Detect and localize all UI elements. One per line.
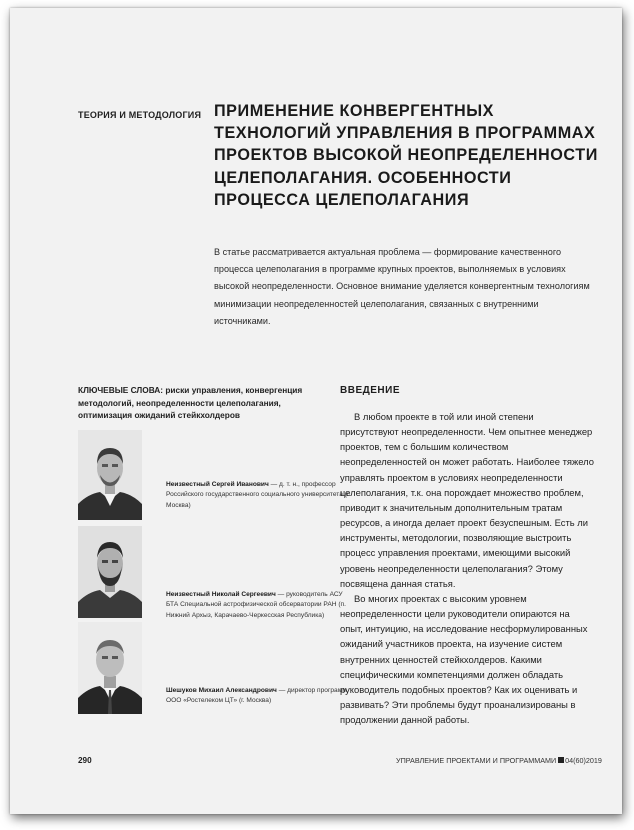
introduction-paragraph-1: В любом проекте в той или иной степени присутствуют неопределенности. Чем опытнее менеджер проектов, тем с большим количеством неопределенностей он может работать. Наиболее тяжело управлять проектом в условиях неопределенности целеполагания, т.к. она порождает множество проблем, приводит к значительным дополнительным тратам ресурсов, а иногда делает проект безуспешным. Есть ли инструменты, методологии, позволяющие выстроить процесс управления проектами, имеющими высокий уровень неопределенности целеполагания? Этому посвящена данная статья. (340, 411, 594, 589)
article-title: ПРИМЕНЕНИЕ КОНВЕРГЕНТНЫХ ТЕХНОЛОГИЙ УПРАВЛЕНИЯ В ПРОГРАММАХ ПРОЕКТОВ ВЫСОКОЙ НЕОПРЕДЕЛЕННОСТИ ЦЕЛЕПОЛАГАНИЯ. ОСОБЕННОСТИ ПРОЦЕССА ЦЕЛЕПОЛАГАНИЯ (214, 102, 598, 209)
introduction-body (340, 409, 594, 727)
author-details-2: — руководитель АСУ БТА Специальной астрофизической обсерватории РАН (п. Нижний Архыз, Карачаево-Черкесская Республика) (166, 591, 346, 619)
author-name-2: Неизвестный Николай Сергеевич (166, 591, 276, 598)
introduction-heading: ВВЕДЕНИЕ (340, 385, 400, 396)
article-abstract: В статье рассматривается актуальная проблема — формирование качественного процесса целеполагания в программе крупных проектов, выполняемых в условиях высокой неопределенности. Основное внимание уделяется конвергентным технологиям минимизации неопределенностей целеполагания, связанных с внутренними источниками. (214, 247, 590, 326)
author-details-3: — директор программ ООО «Ростелеком ЦТ» (г. Москва) (166, 687, 347, 705)
section-label: ТЕОРИЯ И МЕТОДОЛОГИЯ (78, 110, 202, 120)
author-name-3: Шешуков Михаил Александрович (166, 687, 277, 694)
author-photo-2 (78, 526, 142, 618)
journal-footer (396, 756, 602, 765)
page-number: 290 (78, 756, 92, 765)
keywords: КЛЮЧЕВЫЕ СЛОВА: риски управления, конвергенция методологий, неопределенности целеполагания, оптимизация ожиданий стейкхолдеров (78, 385, 303, 421)
journal-name: УПРАВЛЕНИЕ ПРОЕКТАМИ И ПРОГРАММАМИ (396, 756, 557, 765)
journal-page (10, 8, 622, 814)
author-bio-1 (166, 480, 356, 511)
author-details-1: — д. т. н., профессор Российского государственного социального университета (г. Москва) (166, 481, 351, 509)
author-photo-3 (78, 622, 142, 714)
introduction-paragraph-2: Во многих проектах с высоким уровнем неопределенности цели руководители опираются на опыт, интуицию, на исследование несформулированных ожиданий участников проекта, на изучение систем внутренних ценностей стейкхолдеров. Какими специфическими компетенциями должен обладать руководитель подобных проектов? Как их оценивать и развивать? Эти проблемы будут проанализированы в продолжении данной работы. (340, 592, 588, 726)
author-bio-3 (166, 686, 356, 707)
journal-issue: 04(60)2019 (565, 756, 602, 765)
author-name-1: Неизвестный Сергей Иванович (166, 481, 269, 488)
author-photo-1 (78, 430, 142, 520)
square-separator-icon (558, 757, 564, 763)
author-bio-2 (166, 590, 356, 621)
